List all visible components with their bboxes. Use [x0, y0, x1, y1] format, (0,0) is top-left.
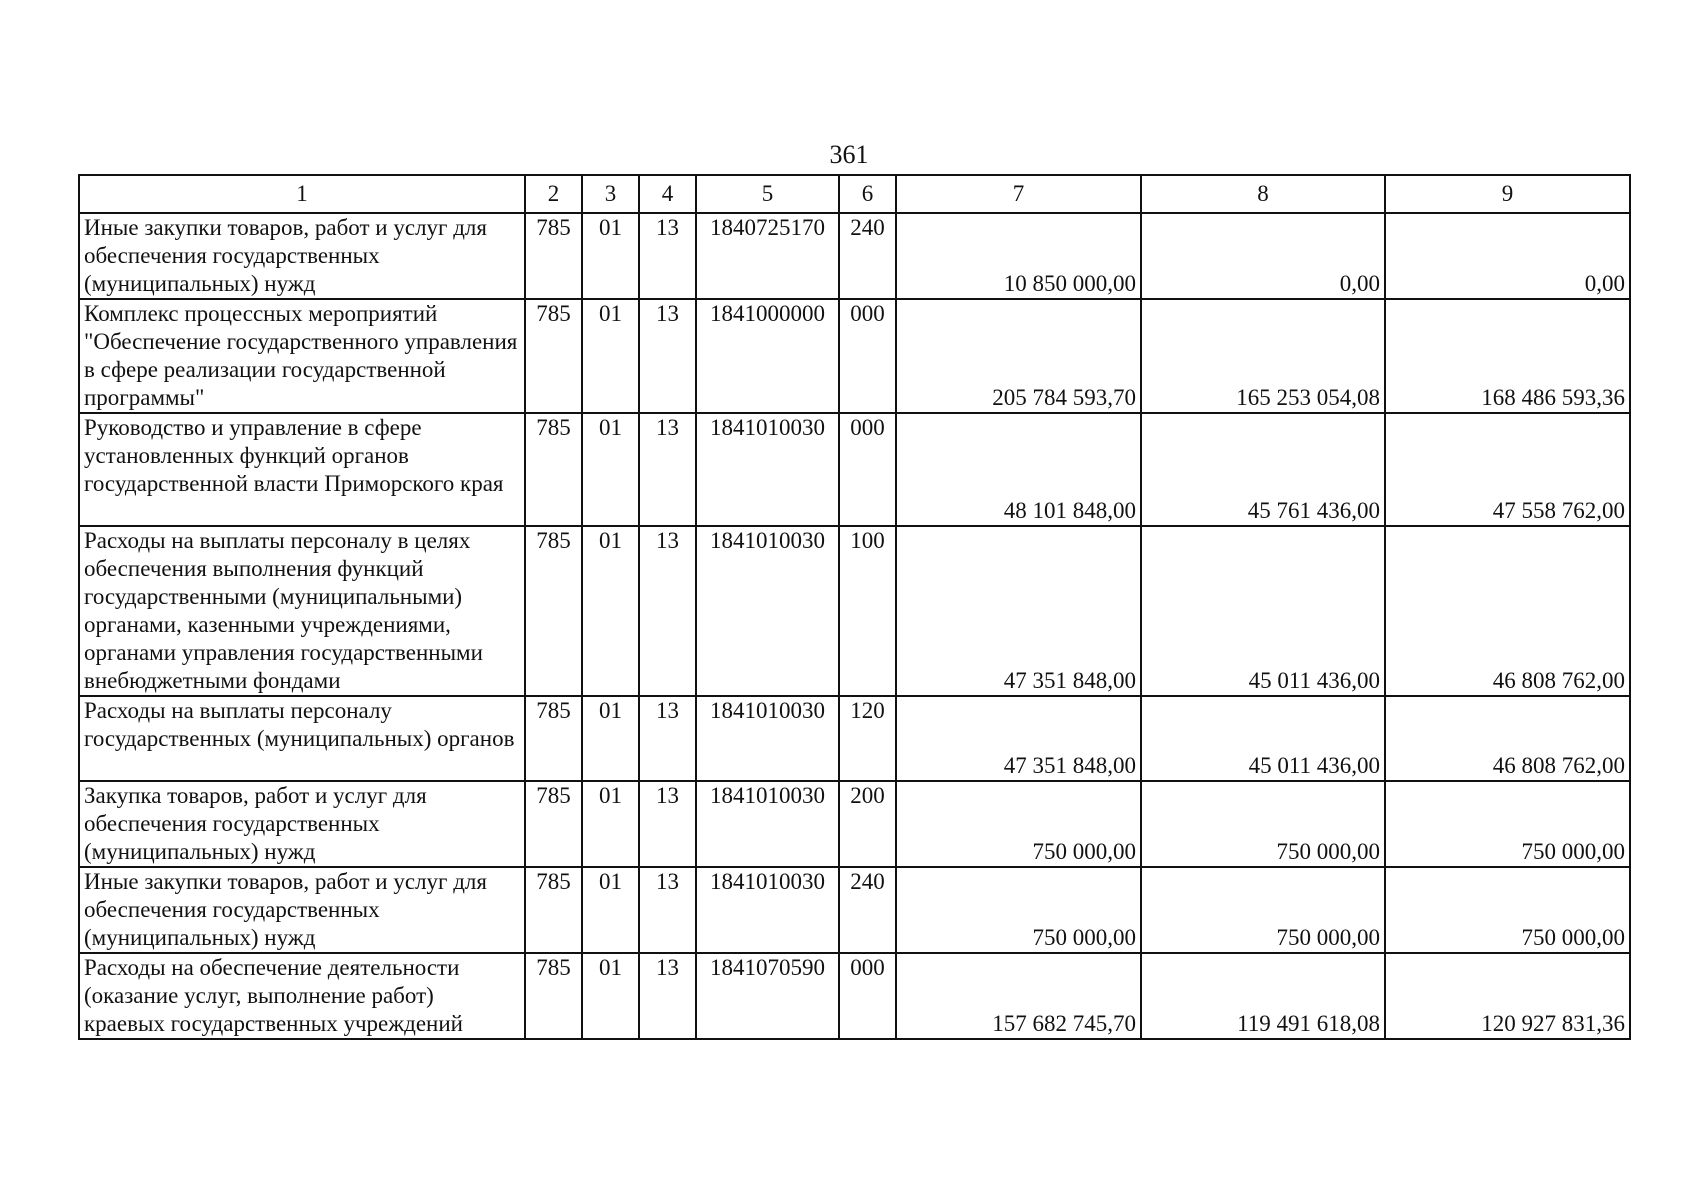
expense-name: Иные закупки товаров, работ и услуг для обеспечения государственных (муниципальных) нужд — [79, 213, 525, 299]
column-header-4: 4 — [639, 175, 696, 213]
subsection-code: 13 — [639, 526, 696, 696]
section-code: 01 — [582, 299, 639, 413]
budget-table — [78, 174, 1631, 1040]
ministry-code: 785 — [525, 213, 582, 299]
target-article-code: 1841010030 — [696, 867, 839, 953]
ministry-code: 785 — [525, 413, 582, 526]
subsection-code: 13 — [639, 696, 696, 781]
expense-name: Комплекс процессных мероприятий "Обеспечение государственного управления в сфере реализации государственной программы" — [79, 299, 525, 413]
amount-col-8: 45 011 436,00 — [1141, 696, 1385, 781]
target-article-code: 1841010030 — [696, 526, 839, 696]
amount-col-9: 750 000,00 — [1385, 781, 1630, 867]
column-header-6: 6 — [839, 175, 896, 213]
ministry-code: 785 — [525, 867, 582, 953]
table-row — [79, 299, 1630, 413]
amount-col-8: 0,00 — [1141, 213, 1385, 299]
target-article-code: 1841010030 — [696, 696, 839, 781]
page-number: 361 — [829, 140, 869, 169]
ministry-code: 785 — [525, 781, 582, 867]
table-row — [79, 953, 1630, 1039]
section-code: 01 — [582, 867, 639, 953]
column-header-5: 5 — [696, 175, 839, 213]
expense-name: Иные закупки товаров, работ и услуг для обеспечения государственных (муниципальных) нужд — [79, 867, 525, 953]
section-code: 01 — [582, 213, 639, 299]
expense-type-code: 200 — [839, 781, 896, 867]
expense-name: Расходы на выплаты персоналу в целях обеспечения выполнения функций государственными (муниципальными) органами, казенными учреждениями, органами управления государственными внебюджетными фондами — [79, 526, 525, 696]
amount-col-9: 46 808 762,00 — [1385, 696, 1630, 781]
target-article-code: 1841070590 — [696, 953, 839, 1039]
subsection-code: 13 — [639, 213, 696, 299]
section-code: 01 — [582, 526, 639, 696]
amount-col-8: 45 011 436,00 — [1141, 526, 1385, 696]
ministry-code: 785 — [525, 696, 582, 781]
amount-col-9: 120 927 831,36 — [1385, 953, 1630, 1039]
amount-col-8: 750 000,00 — [1141, 781, 1385, 867]
table-row — [79, 213, 1630, 299]
column-header-1: 1 — [79, 175, 525, 213]
expense-name: Расходы на выплаты персоналу государственных (муниципальных) органов — [79, 696, 525, 781]
table-row — [79, 781, 1630, 867]
expense-type-code: 120 — [839, 696, 896, 781]
expense-type-code: 240 — [839, 213, 896, 299]
subsection-code: 13 — [639, 781, 696, 867]
amount-col-7: 10 850 000,00 — [896, 213, 1141, 299]
amount-col-7: 750 000,00 — [896, 867, 1141, 953]
target-article-code: 1841000000 — [696, 299, 839, 413]
subsection-code: 13 — [639, 413, 696, 526]
expense-type-code: 100 — [839, 526, 896, 696]
section-code: 01 — [582, 953, 639, 1039]
amount-col-9: 47 558 762,00 — [1385, 413, 1630, 526]
amount-col-7: 750 000,00 — [896, 781, 1141, 867]
amount-col-8: 750 000,00 — [1141, 867, 1385, 953]
target-article-code: 1841010030 — [696, 781, 839, 867]
amount-col-7: 48 101 848,00 — [896, 413, 1141, 526]
expense-name: Руководство и управление в сфере установленных функций органов государственной власти Приморского края — [79, 413, 525, 526]
amount-col-8: 119 491 618,08 — [1141, 953, 1385, 1039]
expense-name: Закупка товаров, работ и услуг для обеспечения государственных (муниципальных) нужд — [79, 781, 525, 867]
column-number-header-row — [79, 175, 1630, 213]
amount-col-7: 157 682 745,70 — [896, 953, 1141, 1039]
amount-col-7: 205 784 593,70 — [896, 299, 1141, 413]
amount-col-8: 165 253 054,08 — [1141, 299, 1385, 413]
ministry-code: 785 — [525, 299, 582, 413]
table-row — [79, 867, 1630, 953]
expense-type-code: 000 — [839, 413, 896, 526]
expense-type-code: 000 — [839, 953, 896, 1039]
section-code: 01 — [582, 781, 639, 867]
section-code: 01 — [582, 413, 639, 526]
ministry-code: 785 — [525, 953, 582, 1039]
column-header-3: 3 — [582, 175, 639, 213]
target-article-code: 1840725170 — [696, 213, 839, 299]
ministry-code: 785 — [525, 526, 582, 696]
subsection-code: 13 — [639, 953, 696, 1039]
expense-type-code: 240 — [839, 867, 896, 953]
amount-col-8: 45 761 436,00 — [1141, 413, 1385, 526]
section-code: 01 — [582, 696, 639, 781]
subsection-code: 13 — [639, 867, 696, 953]
expense-type-code: 000 — [839, 299, 896, 413]
column-header-8: 8 — [1141, 175, 1385, 213]
amount-col-9: 168 486 593,36 — [1385, 299, 1630, 413]
subsection-code: 13 — [639, 299, 696, 413]
table-row — [79, 413, 1630, 526]
column-header-7: 7 — [896, 175, 1141, 213]
amount-col-7: 47 351 848,00 — [896, 526, 1141, 696]
amount-col-9: 750 000,00 — [1385, 867, 1630, 953]
expense-name: Расходы на обеспечение деятельности (оказание услуг, выполнение работ) краевых государственных учреждений — [79, 953, 525, 1039]
column-header-2: 2 — [525, 175, 582, 213]
table-row — [79, 526, 1630, 696]
amount-col-9: 0,00 — [1385, 213, 1630, 299]
table-row — [79, 696, 1630, 781]
amount-col-9: 46 808 762,00 — [1385, 526, 1630, 696]
amount-col-7: 47 351 848,00 — [896, 696, 1141, 781]
target-article-code: 1841010030 — [696, 413, 839, 526]
column-header-9: 9 — [1385, 175, 1630, 213]
